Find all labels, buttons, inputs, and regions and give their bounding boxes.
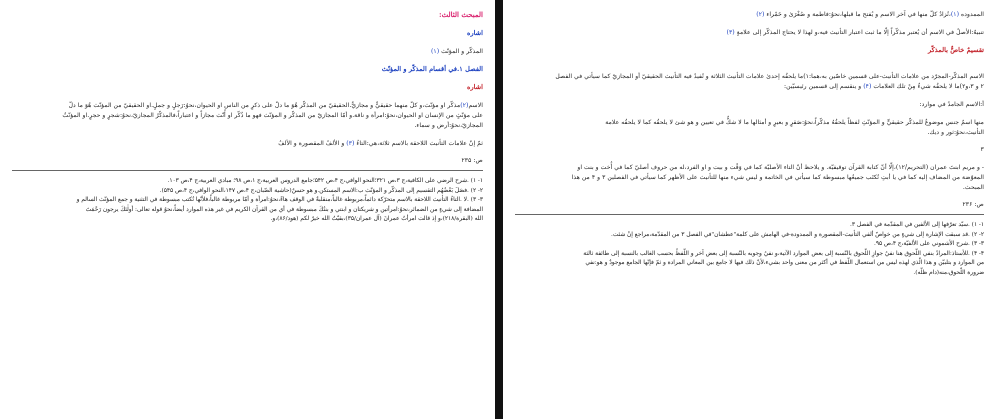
paragraph-line: المعوّضة من المضاف إليه كما في يا أبتِ تُكتَب جميعُها مبسوطة كما سيأتي في الخاتمة و ليس شيء منها للتأنيث على الأظهر كما سيأتي في الفصلين ۳ و ۴ من هذا bbox=[571, 174, 984, 181]
footnote-ref[interactable]: (۲) bbox=[756, 11, 765, 18]
paragraph-line: على مؤنّثٍ من الإنسان او الحيوان،نحوُ:امرأة و ناقة.و أمّا المجازيّ من المذكّر و المؤنّث فهو ما ذُكّر او أُنّث مجازاً و اعتباراً،فالمذكّرُ المجازيّ،نحوُ:شجرٍ و حجرٍ.او المؤنّثُ bbox=[62, 112, 483, 119]
page-left bbox=[0, 0, 495, 419]
page-marker: ۳ bbox=[980, 146, 984, 153]
subsection-label-2: اشاره bbox=[466, 83, 483, 91]
footnote: من الموارد و بتلبيّن و هذا الّذي لهذه ليس من استعمال اللّفظ في أكثر من معنى واحد بشيء،لأنّ ذلك فيها لا جامع بين المعاني المرادة و ثمّ فإنّها الجامع موجودٌ و هو:نفي bbox=[585, 260, 984, 267]
paragraph-line: منها اسمٌ جنس موضوعٌ للمذكّر حقيقيٍّ و المؤنّثِ لفظاً يلحقُهُ مذكّراً،نحوُ:صَقرٍ و بعيرٍ و أمثالها ما لا شكٌّ في تعيين و هو شئ لا يلحقُه كما لا يلحقُه علامة bbox=[605, 119, 984, 126]
footnote: ۱- ۱) .سيّد تعرّفها إلى الألفين في المقدّمة في الفصل ۳. bbox=[849, 222, 984, 228]
section-title: المبحث الثالث: bbox=[439, 10, 483, 19]
footnote: ۳- ۳) .شرح الأشموني على الألفيّة،ج ۴،ص ۹۵. bbox=[874, 241, 984, 248]
footnote-divider bbox=[12, 170, 483, 171]
footnote-ref[interactable]: (۳) bbox=[726, 29, 735, 36]
footnote: ۲- ۲) .قد سبقت الإشارة إلى شيءٍ من خواصّ ألفي التأنيث-المقصورة و الممدودة-في الهامش على كلمة"عطشان"في الفصل ۳ من المقدّمة،مراجع إنْ شئت. bbox=[610, 231, 984, 238]
intro-text: المذكّر و المؤنّث bbox=[441, 48, 483, 55]
footnote-ref[interactable]: (۱) bbox=[950, 11, 960, 18]
footnote-ref[interactable]: (۱) bbox=[430, 48, 440, 55]
paragraph-line bbox=[515, 82, 984, 92]
paragraph-text: الممدوده bbox=[961, 11, 984, 18]
paragraph-line: - و مريم ابنتَ عمران (التحريم/۱۲)،إلّا أنّ كتابة القرآن توقيفيّة. و يلاحظ أنّ التاء الأصليّة كما في وَقْت و بيت و او الفرد،له من حروف أصليّ كما في أُخت و بنت او bbox=[577, 164, 984, 171]
paragraph-line bbox=[515, 10, 984, 20]
paragraph-line bbox=[12, 139, 483, 149]
page-right bbox=[503, 0, 996, 419]
paragraph-line: أ:الاسم الجامدُ في موارد: bbox=[919, 101, 984, 108]
footnote: الله (البقرة/۲۱۸)،و إذ قالت امرأتُ عمرانَ (آل عمران/۳۵)،بقيّتُ الله خيرٌ لكم (هود/۸۶)،و. bbox=[270, 216, 483, 223]
page-gutter bbox=[495, 0, 503, 419]
paragraph-text: و ينقسم إلى قسمين رئيسيّين: bbox=[784, 83, 862, 90]
footnote-ref[interactable]: (۲) bbox=[460, 102, 469, 109]
footnote-divider bbox=[515, 214, 984, 215]
paragraph-line: التأنيث،نحوُ:ثور و ديك. bbox=[927, 129, 984, 136]
paragraph-text: مذكّر او مؤنّث،و كلّ منهما حقيقيٌّ و مجازيٌّ.الحقيقيّ من المذكّر هُوَ ما دلّ على ذكرٍ من الناس او الحيوان،نحوُ:رَجلٍ و جملٍ.او الحقيقيّ من المؤنّث هُوَ ما دلّ bbox=[68, 102, 461, 109]
footnote: ۲- ۲) .فصَلَ بَعْضُهُم التقسيم إلى المذكّر و المؤنّث ب:الاسم المستكن.و هو حسنٌ(حاشية الصّبان،ج ۴،ص ۱۴۷،النحو الوافي،ج ۴،ص ۵۴۵). bbox=[159, 187, 483, 194]
subsection-label: اشاره bbox=[466, 29, 483, 37]
paragraph-text: ۲ و ۳،و۲)ما لا يلحقُه شيءٌ مِنْ تلك العلامات bbox=[873, 83, 984, 90]
paragraph-line bbox=[12, 101, 483, 111]
intro-line bbox=[12, 47, 483, 57]
footnote: المضافة إلى شيءٍ من الضمائر،نحوُ:امرأتين و شريكتان و ابنتي و بنتُكَ مبسوطة في أي من القرآن الكريم في غير هذه الموارد أيضاً،نحوُ قوله تعالى: أولٰئكَ يرجون رَحْمَتَ bbox=[85, 206, 483, 213]
footnote: ۱- ۱) .شرح الرضي على الكافية،ج ۳،ص ۳۲۱؛النحو الوافي،ج ۴،ص ۵۴۲؛جامع الدروس العربية،ج ۱،ص ۹۸؛ مبادي العربية،ج ۴،ص ۱۰۳. bbox=[167, 178, 483, 184]
footnote-ref[interactable]: (۴) bbox=[863, 83, 872, 90]
footnote: ۴- ۴) .للأستاذ:المرادُ بنفي اللّحوق هنا نفيُ جوازِ اللّحوق بالنّسبة إلى بعض الموارد الآتية،و نفيُ وجوبه بالنّسبة إلى بعض آخر و اللّفظُ بحسب الغالب بالنسبة إلى طائفة ثالثة bbox=[583, 250, 984, 257]
paragraph-text: و الألفُ المقصورة و الألفُ bbox=[278, 140, 345, 147]
paragraph-line: الاسم المذكّر-المجرّد من علامات التأنيث-على قسمين خاصّين به،هما:۱)ما يلحقُه إحدىٰ علامات التأنيث الثلاثة و تُفيدُ فيه التأنيث الحقيقيّ أو المجازيّ كما سيأتي في الفصل bbox=[555, 73, 984, 80]
footnote: ۳- ۳) .لا .التاءُ التأنيث اللاحقة بالاسم متحرّكة دائماً،مربوطة غالباً،منقلبةٌ في الوقف هاءً،نحوُ:امرأة و أمّا مربوطة غالباً،فلأنّها تُكتب مبسوطة في التثنية و جمع المؤنّث السالم و bbox=[76, 197, 483, 204]
page-number: ص: ۲۳۶ bbox=[962, 201, 984, 208]
paragraph-text: ثمّ إنّ علامات التأنيث اللاحقة بالاسم ثلاثة،هي:التاءُ bbox=[356, 140, 483, 147]
paragraph-prefix: الاسم bbox=[468, 102, 483, 109]
section-heading: تقسيمٌ خاصٌّ بالمذكّر bbox=[928, 46, 984, 54]
page-number: ص: ۲۳۵ bbox=[461, 157, 483, 164]
paragraph-line: المبحث. bbox=[962, 184, 984, 191]
paragraph-line: المجازيّ،نحوُ:أرض و سماء. bbox=[414, 122, 483, 129]
paragraph-line bbox=[515, 28, 984, 38]
footnote: ضرورة اللّحوق،منه(دام ظلّه). bbox=[913, 269, 984, 276]
chapter-title: الفصل ۱.في أقسام المذكّر و المؤنّث bbox=[381, 65, 483, 73]
footnote-ref[interactable]: (۳) bbox=[346, 140, 355, 147]
paragraph-text: تنبيهٌ:الأصلُ في الاسم أن يُعتبر مذكّراً إلّا ما ثبت اعتبار التأنيث فيه،و لهذا لا يحتاج المذكّر إلى علامةٍ bbox=[736, 29, 984, 36]
paragraph-text: ،تُزادُ كلّ منها في آخر الاسم و يُفتح ما قبلها،نحوُ:فاطمة و صُغْرَىٰ و حَمْراء bbox=[766, 11, 951, 18]
